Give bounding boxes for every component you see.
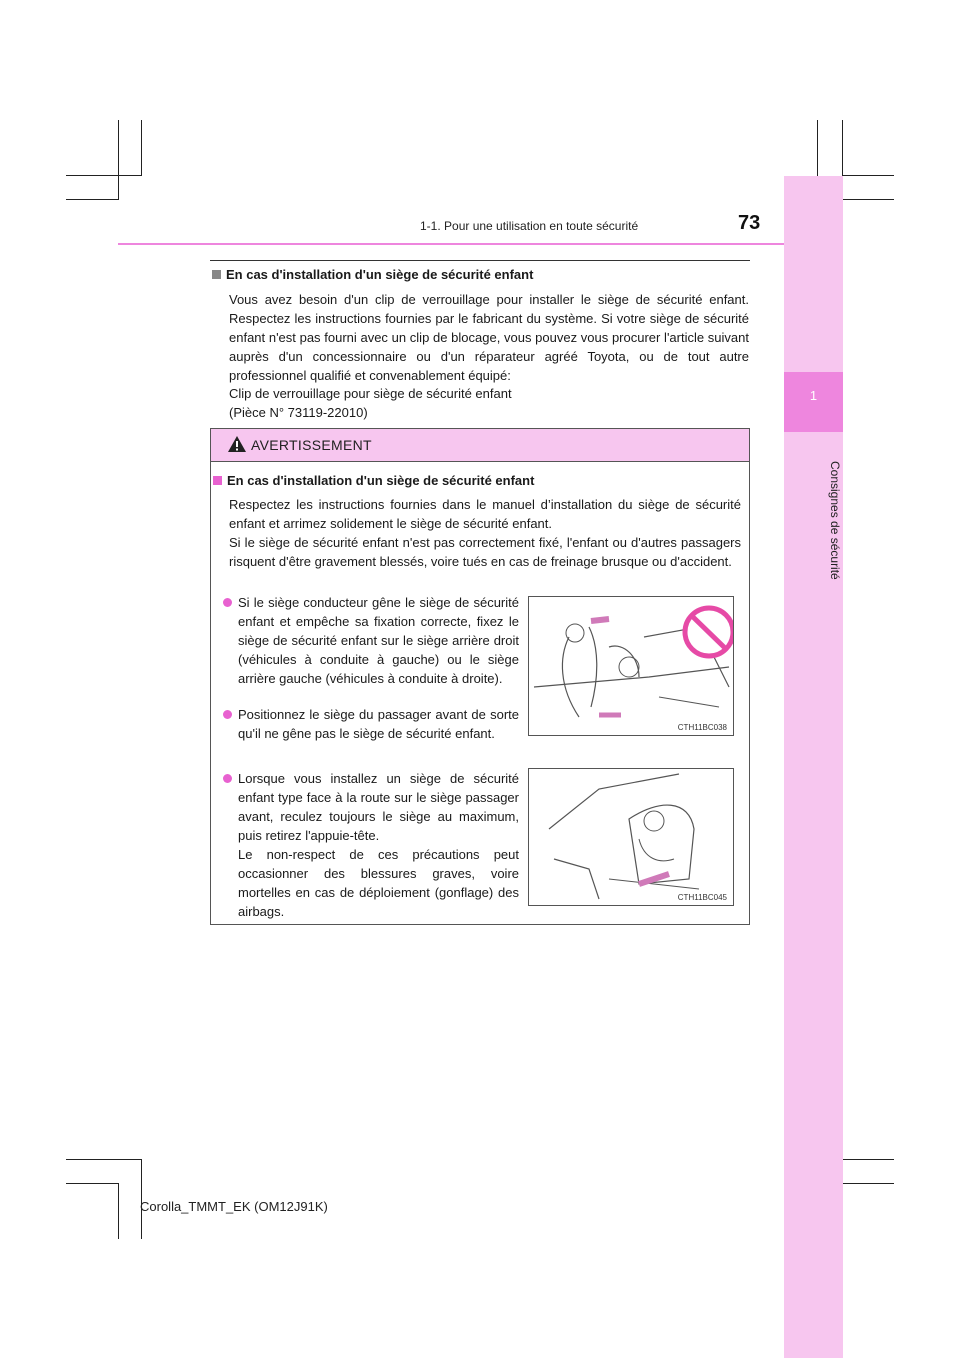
figure-driver-seat [528,596,734,736]
content-rule [210,260,750,261]
footer-model: Corolla_TMMT_EK (OM12J91K) [140,1199,328,1214]
warning-title: AVERTISSEMENT [251,437,372,453]
square-bullet-icon [212,270,221,279]
figure-passenger-seat [528,768,734,906]
warning-triangle-icon [227,435,247,453]
header-rule [118,243,784,245]
warning-bullet-1: Si le siège conducteur gêne le siège de sécurité enfant et empêche sa fixation correcte, fixez le siège de sécurité enfant sur le siège arrière droit (véhicules à conduite à gauche) ou le siège arrière gauche (véhicules à conduite à droite). [223,593,519,688]
bullet-icon [223,774,232,783]
page-number: 73 [738,212,761,234]
part-line-2: (Pièce N° 73119-22010) [229,405,368,420]
seat-illustration-icon [529,597,734,736]
warning-line-1: Respectez les instructions fournies dans le manuel d’installation du siège de sécurité enfant et arrimez solidement le siège de sécurité enfant. [229,497,741,531]
warning-box [210,428,750,925]
bullet-icon [223,710,232,719]
warning-header [211,429,749,462]
chapter-number: 1 [809,388,818,403]
square-bullet-icon [213,476,222,485]
chapter-sidebar [784,176,843,1358]
bullet-icon [223,598,232,607]
intro-heading: En cas d'installation d'un siège de sécurité enfant [212,267,533,282]
chapter-title: Consignes de sécurité [828,460,842,580]
section-title: 1-1. Pour une utilisation en toute sécurité [420,219,639,233]
warning-bullet-2: Positionnez le siège du passager avant de sorte qu'il ne gêne pas le siège de sécurité enfant. [223,705,519,743]
warning-line-2: Si le siège de sécurité enfant n'est pas correctement fixé, l'enfant ou d'autres passagers risquent d'être gravement blessés, voire tués en cas de freinage brusque ou d'accident. [229,535,741,569]
warning-heading: En cas d'installation d'un siège de sécurité enfant [213,473,534,488]
warning-bullet-3: Lorsque vous installez un siège de sécurité enfant type face à la route sur le siège passager avant, reculez toujours le siège au maximum, puis retirez l'appuie-tête. Le non-respect de ces précautions peut occasionner des blessures graves, voire mortelles en cas de déploiement (gonflage) des airbags. [223,769,519,921]
figure-label: CTH11BC038 [677,723,727,732]
intro-paragraph: Vous avez besoin d'un clip de verrouillage pour installer le siège de sécurité enfant. Respectez les instructions fournies par le fabricant du système. Si votre siège de sécurité enfant n'est pas fourni avec un clip de blocage, vous pouvez vous procurer l'article suivant auprès d'un concessionnaire ou d'un réparateur agréé Toyota, ou de tout autre professionnel qualifié et convenablement équipé: [229,292,749,383]
part-line-1: Clip de verrouillage pour siège de sécurité enfant [229,386,512,401]
seat-illustration-icon [529,769,734,906]
figure-label: CTH11BC045 [677,893,727,902]
